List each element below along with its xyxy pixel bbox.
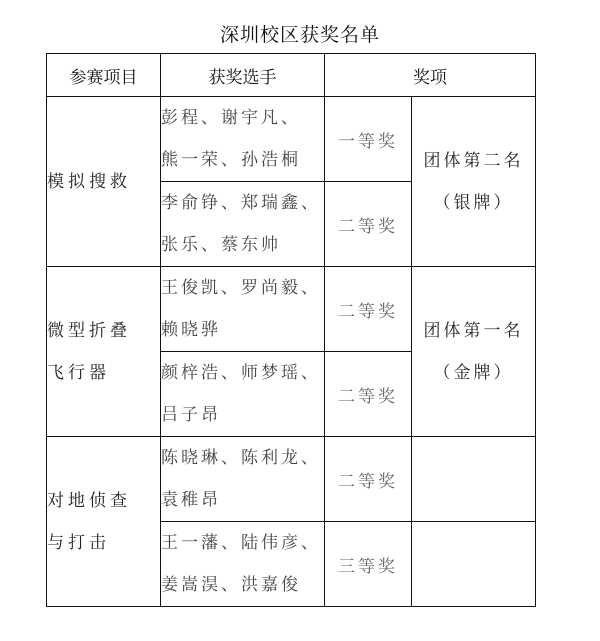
player-line: 赖晓骅 [161,320,221,340]
table-row [47,437,536,522]
medal: （金牌） [433,362,514,383]
players-cell [161,97,325,182]
medal: （银牌） [433,192,514,213]
players-cell [161,182,325,267]
award-level: 二等奖 [325,352,412,437]
player-line: 王一藩、陆伟彦、 [161,533,321,553]
document-title: 深圳校区获奖名单 [219,24,380,46]
project-name: 与打击 [47,532,110,553]
player-line: 姜嵩淏、洪嘉俊 [161,575,301,595]
team-award-cell-empty [412,437,536,522]
award-level: 一等奖 [325,97,412,182]
team-award-cell [412,97,536,267]
players-cell [161,437,325,522]
award-level: 二等奖 [325,267,412,352]
team-award-cell [412,267,536,437]
table-row [47,267,536,352]
player-line: 吕子昂 [161,405,221,425]
header-players: 获奖选手 [161,54,325,97]
project-name: 飞行器 [47,362,110,383]
project-cell [47,267,161,437]
team-award: 团体第二名 [423,150,524,171]
project-cell [47,437,161,607]
header-project: 参赛项目 [47,54,161,97]
header-award: 奖项 [325,54,536,97]
award-level: 二等奖 [325,182,412,267]
team-award-cell-empty [412,522,536,607]
players-cell [161,522,325,607]
player-line: 熊一荣、孙浩桐 [161,150,301,170]
team-award: 团体第一名 [423,320,524,341]
players-cell [161,267,325,352]
player-line: 张乐、蔡东帅 [161,235,281,255]
project-cell [47,97,161,267]
player-line: 陈晓琳、陈利龙、 [161,448,321,468]
award-level: 三等奖 [325,522,412,607]
project-name: 对地侦查 [47,490,131,511]
awards-table [46,53,536,607]
player-line: 李俞铮、郑瑞鑫、 [161,193,321,213]
players-cell [161,352,325,437]
player-line: 颜梓浩、师梦瑶、 [161,363,321,383]
table-row [47,97,536,182]
award-level: 二等奖 [325,437,412,522]
project-name: 微型折叠 [47,320,131,341]
header-row [47,54,536,97]
player-line: 王俊凯、罗尚毅、 [161,278,321,298]
project-name: 模拟搜救 [47,171,131,192]
player-line: 彭程、谢宇凡、 [161,108,301,128]
player-line: 袁稚昂 [161,490,221,510]
